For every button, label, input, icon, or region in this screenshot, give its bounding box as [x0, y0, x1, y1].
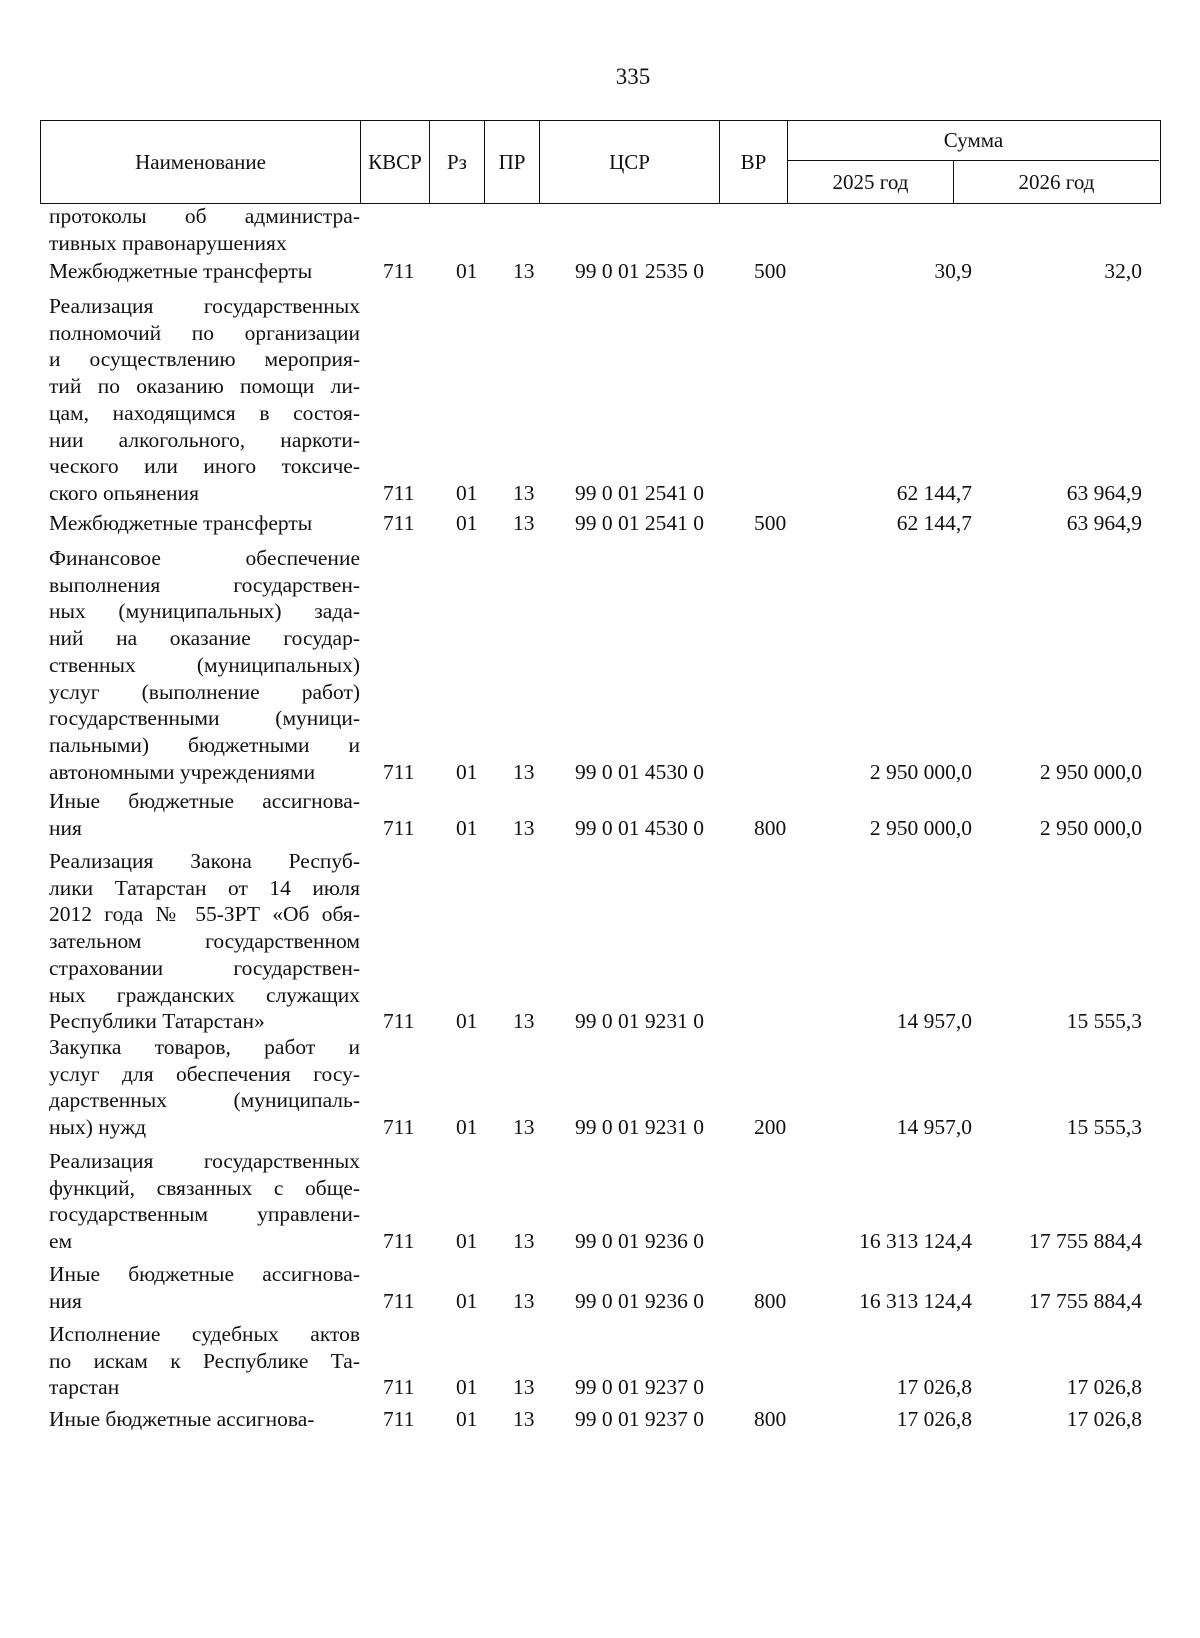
row-rz: 01 [456, 1407, 478, 1431]
row-name-line: Реализация государственных [49, 294, 360, 318]
row-sum-2025: 62 144,7 [896, 480, 972, 505]
row-rz: 01 [456, 511, 478, 535]
row-sum-2026: 17 026,8 [1066, 1375, 1142, 1400]
row-csr: 99 0 01 9231 0 [575, 1009, 704, 1034]
row-csr: 99 0 01 2535 0 [575, 259, 704, 283]
row-sum-2026: 2 950 000,0 [1039, 759, 1142, 784]
row-sum-2025: 30,9 [934, 259, 972, 283]
row-pr: 13 [513, 1288, 535, 1313]
row-name-line: ского опьянения [49, 480, 199, 505]
row-vr: 200 [754, 1115, 787, 1140]
row-name [49, 545, 360, 785]
row-vr: 800 [754, 1407, 787, 1431]
row-name-line: государственным управлени- [49, 1202, 360, 1227]
row-sum-2026: 63 964,9 [1066, 480, 1142, 505]
header-csr: ЦСР [540, 121, 720, 203]
row-sum-2025: 16 313 124,4 [859, 1288, 972, 1313]
header-year-2026: 2026 год [1018, 169, 1095, 194]
row-name-line: ственных (муниципальных) [49, 652, 360, 677]
row-sum-2025: 2 950 000,0 [869, 759, 972, 784]
row-pr: 13 [513, 1229, 535, 1254]
row-name-line: функций, связанных с обще- [49, 1175, 360, 1200]
row-name-line: зательном государственном [49, 929, 360, 954]
page-number: 335 [615, 64, 651, 89]
header-year-2025: 2025 год [788, 161, 954, 203]
row-name-line: Финансовое обеспечение [49, 546, 360, 570]
header-name: Наименование [41, 121, 361, 203]
row-name-line: автономными учреждениями [49, 759, 316, 784]
row-vr: 800 [754, 815, 787, 840]
row-kvsr: 711 [383, 1375, 415, 1400]
row-name-line: услуг (выполнение работ) [49, 679, 360, 704]
row-name-line: Иные бюджетные ассигнова- [49, 789, 360, 813]
row-sum-2025: 17 026,8 [896, 1375, 972, 1400]
row-name-line: Республики Татарстан» [49, 1009, 265, 1034]
row-name-line: страховании государствен- [49, 955, 360, 980]
row-name-line: протоколы об администра- [49, 204, 360, 228]
row-sum-2025: 16 313 124,4 [859, 1229, 972, 1254]
header-sum-group [788, 121, 1159, 203]
row-kvsr: 711 [383, 1009, 415, 1034]
row-name [49, 1148, 360, 1255]
row-name-line: Закупка товаров, работ и [49, 1035, 360, 1059]
header-vr: ВР [720, 121, 788, 203]
row-name [49, 1034, 360, 1141]
row-rz: 01 [456, 815, 478, 840]
row-rz: 01 [456, 259, 478, 283]
row-pr: 13 [513, 511, 535, 535]
row-sum-2026: 17 755 884,4 [1029, 1229, 1142, 1254]
row-csr: 99 0 01 9236 0 [575, 1229, 704, 1254]
row-csr: 99 0 01 2541 0 [575, 480, 704, 505]
row-name [49, 848, 360, 1035]
row-csr: 99 0 01 9236 0 [575, 1288, 704, 1313]
row-rz: 01 [456, 480, 478, 505]
row-name-line: нии алкогольного, наркоти- [49, 427, 360, 452]
row-name-line: тий по оказанию помощи ли- [49, 374, 360, 399]
row-csr: 99 0 01 9231 0 [575, 1115, 704, 1140]
row-name [49, 1406, 360, 1433]
row-rz: 01 [456, 1009, 478, 1034]
row-name-line: по искам к Республике Та- [49, 1348, 360, 1373]
row-csr: 99 0 01 2541 0 [575, 511, 704, 535]
row-sum-2025: 14 957,0 [896, 1009, 972, 1034]
row-sum-2025: 62 144,7 [896, 511, 972, 535]
row-pr: 13 [513, 1009, 535, 1034]
row-name [49, 1261, 360, 1314]
row-name-line: Реализация государственных [49, 1149, 360, 1173]
row-rz: 01 [456, 1229, 478, 1254]
row-sum-2025: 2 950 000,0 [869, 815, 972, 840]
row-name-line: государственными (муници- [49, 706, 360, 731]
row-name-line: лики Татарстан от 14 июля [49, 875, 360, 900]
row-rz: 01 [456, 1288, 478, 1313]
row-name-line: тивных правонарушениях [49, 230, 287, 255]
row-sum-2025: 17 026,8 [896, 1407, 972, 1431]
row-name-line: услуг для обеспечения госу- [49, 1061, 360, 1086]
row-name-line: ния [49, 1288, 82, 1313]
row-sum-2026: 17 026,8 [1066, 1407, 1142, 1431]
row-csr: 99 0 01 4530 0 [575, 759, 704, 784]
row-sum-2026: 17 755 884,4 [1029, 1288, 1142, 1313]
row-name [49, 293, 360, 507]
row-name-line: цам, находящимся в состоя- [49, 400, 360, 425]
row-name-line: Иные бюджетные ассигнова- [49, 1262, 360, 1286]
row-name-line: и осуществлению мероприя- [49, 347, 360, 372]
row-name-line: ем [49, 1229, 73, 1254]
row-name [49, 258, 360, 285]
row-sum-2026: 32,0 [1104, 259, 1142, 283]
row-name [49, 1321, 360, 1401]
row-vr: 500 [754, 259, 787, 283]
row-name-line: тарстан [49, 1375, 120, 1400]
row-name [49, 203, 360, 256]
row-rz: 01 [456, 1115, 478, 1140]
row-name-line: Реализация Закона Респуб- [49, 849, 360, 873]
row-kvsr: 711 [383, 1115, 415, 1140]
row-kvsr: 711 [383, 1229, 415, 1254]
row-kvsr: 711 [383, 511, 415, 535]
row-csr: 99 0 01 9237 0 [575, 1407, 704, 1431]
header-pr: ПР [485, 121, 540, 203]
row-sum-2026: 15 555,3 [1066, 1009, 1142, 1034]
row-name-line: ния [49, 815, 82, 840]
row-vr: 800 [754, 1288, 787, 1313]
row-name-line: Межбюджетные трансферты [49, 511, 313, 535]
row-vr: 500 [754, 511, 787, 535]
header-rz: Рз [430, 121, 485, 203]
row-kvsr: 711 [383, 480, 415, 505]
row-sum-2025: 14 957,0 [896, 1115, 972, 1140]
row-pr: 13 [513, 1115, 535, 1140]
row-name-line: полномочий по организации [49, 320, 360, 345]
row-pr: 13 [513, 259, 535, 283]
row-rz: 01 [456, 759, 478, 784]
header-kvsr: КВСР [361, 121, 430, 203]
row-kvsr: 711 [383, 259, 415, 283]
row-pr: 13 [513, 480, 535, 505]
row-name-line: Исполнение судебных актов [49, 1322, 360, 1346]
row-csr: 99 0 01 9237 0 [575, 1375, 704, 1400]
row-pr: 13 [513, 1375, 535, 1400]
row-name-line: ческого или иного токсиче- [49, 454, 360, 479]
row-kvsr: 711 [383, 815, 415, 840]
row-kvsr: 711 [383, 759, 415, 784]
row-sum-2026: 2 950 000,0 [1039, 815, 1142, 840]
row-name-line: пальными) бюджетными и [49, 732, 360, 757]
row-name-line: ных гражданских служащих [49, 982, 360, 1007]
row-name-line: ных) нужд [49, 1115, 147, 1140]
row-name-line: дарственных (муниципаль- [49, 1088, 360, 1113]
row-name-line: 2012 года № 55-ЗРТ «Об обя- [49, 902, 360, 927]
row-csr: 99 0 01 4530 0 [575, 815, 704, 840]
row-name [49, 788, 360, 841]
row-pr: 13 [513, 815, 535, 840]
row-name-line: ных (муниципальных) зада- [49, 599, 360, 624]
row-pr: 13 [513, 1407, 535, 1431]
row-pr: 13 [513, 759, 535, 784]
row-name-line: выполнения государствен- [49, 572, 360, 597]
row-kvsr: 711 [383, 1288, 415, 1313]
row-name-line: Межбюджетные трансферты [49, 259, 313, 283]
header-sum: Сумма [788, 121, 1159, 161]
row-kvsr: 711 [383, 1407, 415, 1431]
row-rz: 01 [456, 1375, 478, 1400]
row-name-line: Иные бюджетные ассигнова- [49, 1407, 315, 1431]
row-sum-2026: 15 555,3 [1066, 1115, 1142, 1140]
row-name [49, 510, 360, 537]
row-name-line: ний на оказание государ- [49, 626, 360, 651]
table-header [40, 120, 1161, 204]
row-sum-2026: 63 964,9 [1066, 511, 1142, 535]
